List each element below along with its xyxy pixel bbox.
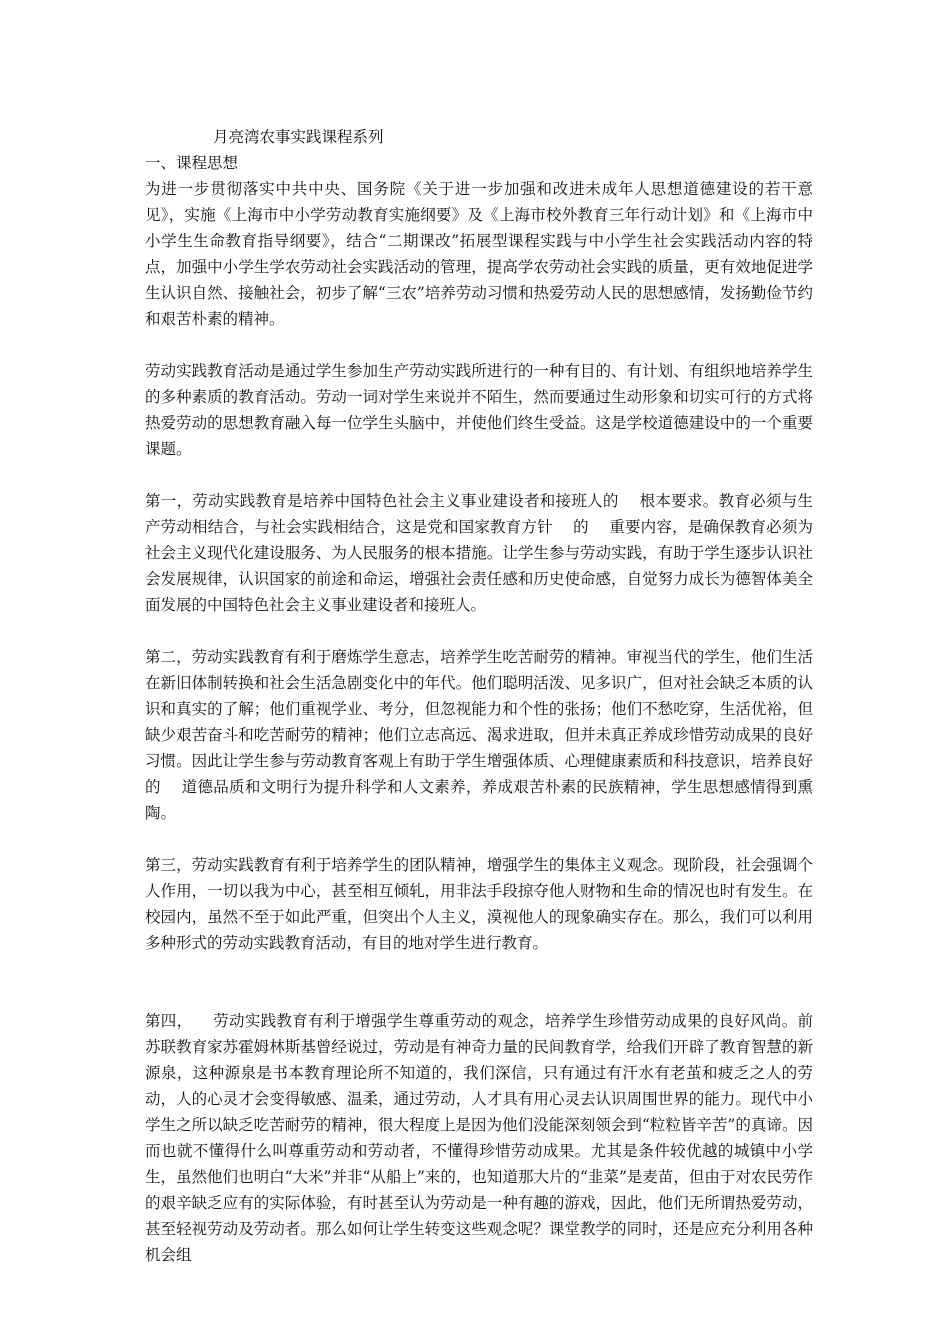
paragraph-first-point: 第一，劳动实践教育是培养中国特色社会主义事业建设者和接班人的 根本要求。教育必须与生产劳动相结合，与社会实践相结合，这是党和国家教育方针 的 重要内容，是确保教育必须为社会主义现代化建设服务、为人民服务的根本措施。让学生参与劳动实践，有助于学生逐步认识社会发展规律，认识国家的前途和命运，增强社会责任感和历史使命感，自觉努力成长为德智体美全面发展的中国特色社会主义事业建设者和接班人。 bbox=[145, 492, 813, 614]
paragraph-definition: 劳动实践教育活动是通过学生参加生产劳动实践所进行的一种有目的、有计划、有组织地培养学生的多种素质的教育活动。劳动一词对学生来说并不陌生，然而要通过生动形象和切实可行的方式将热爱劳动的思想教育融入每一位学生头脑中，并使他们终生受益。这是学校道德建设中的一个重要课题。 bbox=[145, 362, 813, 458]
paragraph-spacer bbox=[145, 618, 813, 644]
document-title: 月亮湾农事实践课程系列 bbox=[213, 128, 384, 146]
paragraph-spacer bbox=[145, 956, 813, 1008]
paragraph-spacer bbox=[145, 826, 813, 852]
paragraph-fourth-point: 第四， 劳动实践教育有利于增强学生尊重劳动的观念，培养学生珍惜劳动成果的良好风尚。前苏联教育家苏霍姆林斯基曾经说过，劳动是有神奇力量的民间教育学，给我们开辟了教育智慧的新源泉，这种源泉是书本教育理论所不知道的，我们深信，只有通过有汗水有老茧和疲乏之人的劳动，人的心灵才会变得敏感、温柔，通过劳动，人才具有用心灵去认识周围世界的能力。现代中小学生之所以缺乏吃苦耐劳的精神，很大程度上是因为他们没能深刻领会到“粒粒皆辛苦”的真谛。因而也就不懂得什么叫尊重劳动和劳动者，不懂得珍惜劳动成果。尤其是条件较优越的城镇中小学生，虽然他们也明白“大米”并非“从船上”来的，也知道那大片的“韭菜”是麦苗，但由于对农民劳作的艰辛缺乏应有的实际体验，有时甚至认为劳动是一种有趣的游戏，因此，他们无所谓热爱劳动，甚至轻视劳动及劳动者。那么如何让学生转变这些观念呢？课堂教学的同时，还是应充分利用各种机会组 bbox=[145, 1012, 813, 1264]
paragraph-spacer bbox=[145, 462, 813, 488]
document-body bbox=[145, 124, 813, 1268]
paragraph-spacer bbox=[145, 332, 813, 358]
section-heading-curriculum-philosophy: 一、课程思想 bbox=[145, 154, 239, 172]
paragraph-second-point: 第二，劳动实践教育有利于磨炼学生意志，培养学生吃苦耐劳的精神。审视当代的学生，他们生活在新旧体制转换和社会生活急剧变化中的年代。他们聪明活泼、见多识广，但对社会缺乏本质的认识和真实的了解；他们重视学业、考分，但忽视能力和个性的张扬；他们不愁吃穿，生活优裕，但缺少艰苦奋斗和吃苦耐劳的精神；他们立志高远、渴求进取，但并未真正养成珍惜劳动成果的良好习惯。因此让学生参与劳动教育客观上有助于学生增强体质、心理健康素质和科技意识，培养良好的 道德品质和文明行为提升科学和人文素养，养成艰苦朴素的民族精神，学生思想感情得到熏陶。 bbox=[145, 648, 813, 822]
paragraph-third-point: 第三，劳动实践教育有利于培养学生的团队精神，增强学生的集体主义观念。现阶段，社会强调个人作用，一切以我为中心，甚至相互倾轧，用非法手段掠夺他人财物和生命的情况也时有发生。在校园内，虽然不至于如此严重，但突出个人主义，漠视他人的现象确实存在。那么，我们可以利用多种形式的劳动实践教育活动，有目的地对学生进行教育。 bbox=[145, 856, 813, 952]
paragraph-purpose: 为进一步贯彻落实中共中央、国务院《关于进一步加强和改进未成年人思想道德建设的若干意见》，实施《上海市中小学劳动教育实施纲要》及《上海市校外教育三年行动计划》和《上海市中小学生生命教育指导纲要》，结合“二期课改”拓展型课程实践与中小学生社会实践活动内容的特点，加强中小学生学农劳动社会实践活动的管理，提高学农劳动社会实践的质量，更有效地促进学生认识自然、接触社会，初步了解“三农”培养劳动习惯和热爱劳动人民的思想感情，发扬勤俭节约和艰苦朴素的精神。 bbox=[145, 180, 813, 328]
